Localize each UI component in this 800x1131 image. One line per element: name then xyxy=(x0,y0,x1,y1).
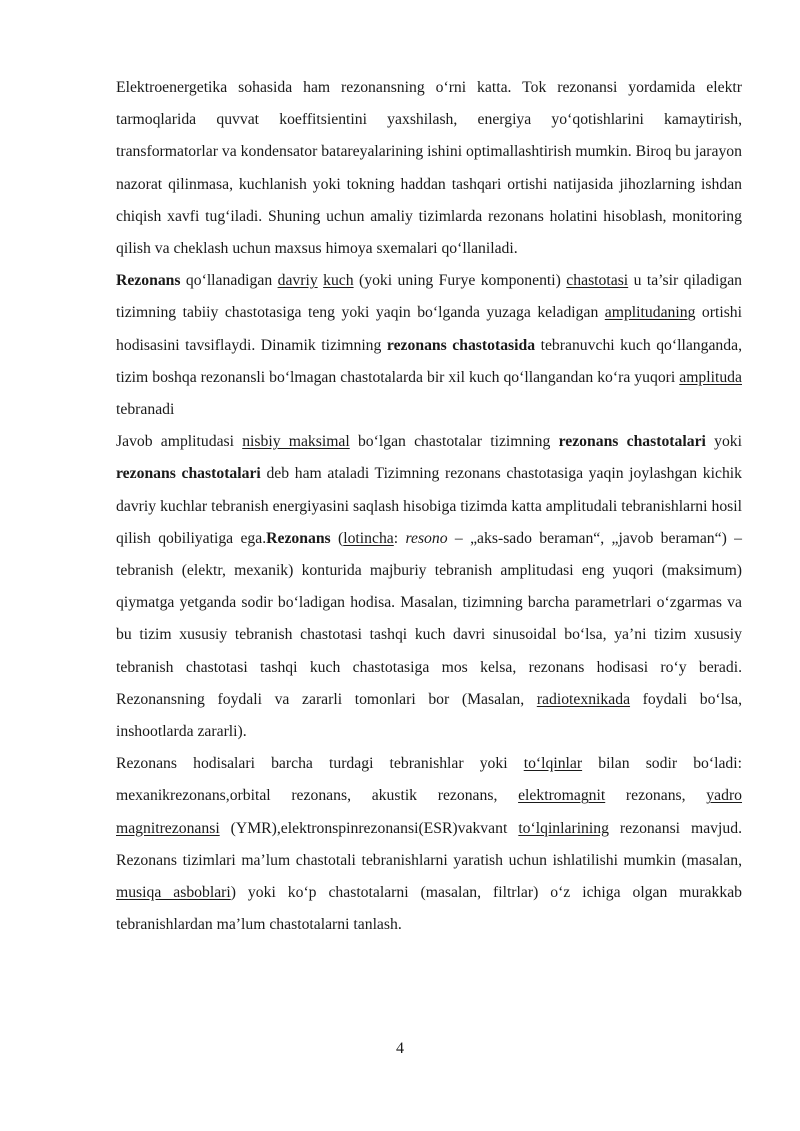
link-tolqinlarining[interactable]: to‘lqinlarining xyxy=(518,819,609,837)
term-rezonans-chastotasida: rezonans chastotasida xyxy=(386,336,536,354)
paragraph-power-engineering: Elektroenergetika sohasida ham rezonansning o‘rni katta. Tok rezonansi yordamida elektr tarmoqlarida quvvat koeffitsientini yaxshilash, energiya yo‘qotishlarini kamaytirish, transformatorlar va kondensator batareyalarining ishini optimallashtirish mumkin. Biroq bu jarayon nazorat qilinmasa, kuchlanish yoki tokning haddan tashqari ortishi natijasida jihozlarning ishdan chiqish xavfi tug‘iladi. Shuning uchun amaliy tizimlarda rezonans holatini hisoblash, monitoring qilish va cheklash uchun maxsus himoya sxemalari qo‘llaniladi. xyxy=(116,79,742,258)
link-chastotasi[interactable]: chastotasi xyxy=(566,272,629,290)
link-musiqa-asboblari[interactable]: musiqa asboblari xyxy=(116,884,231,902)
link-tolqinlar[interactable]: to‘lqinlar xyxy=(523,755,583,773)
term-rezonans-chastotalari-2: rezonans chastotalari xyxy=(116,465,261,483)
paragraph-resonance-definition: Rezonans qo‘llanadigan davriy kuch (yoki uning Furye komponenti) chastotasi u ta’sir qiladigan tizimning tabiiy chastotasiga teng yoki yaqin bo‘lganda yuzaga keladigan amplitudaning ortishi hodisasini tavsiflaydi. Dinamik tizimning rezonans chastotasida tebranuvchi kuch qo‘llanganda, tizim boshqa rezonansli bo‘lmagan chastotalarda bir xil kuch qo‘llangandan ko‘ra yuqori amplituda tebranadi xyxy=(116,272,743,419)
term-rezonans: Rezonans xyxy=(116,272,181,290)
document-body xyxy=(116,72,742,941)
link-lotincha[interactable]: lotincha xyxy=(343,529,394,547)
paragraph-resonance-types: Rezonans hodisalari barcha turdagi tebranishlar yoki to‘lqinlar bilan sodir bo‘ladi: mexanikrezonans,orbital rezonans, akustik rezonans, elektromagnit rezonans, yadro magnitrezonansi (YMR),elektronspinrezonansi(ESR)vakvant to‘lqinlarining rezonansi mavjud. Rezonans tizimlari ma’lum chastotali tebranishlarni yaratish uchun ishlatilishi mumkin (masalan, musiqa asboblari) yoki ko‘p chastotalarni (masalan, filtrlar) o‘z ichiga olgan murakkab tebranishlardan ma’lum chastotalarni tanlash. xyxy=(116,755,743,934)
link-amplitudaning[interactable]: amplitudaning xyxy=(604,304,696,322)
link-nisbiy-maksimal[interactable]: nisbiy maksimal xyxy=(242,433,350,451)
page-number: 4 xyxy=(396,1040,404,1057)
term-rezonans-chastotalari-1: rezonans chastotalari xyxy=(558,433,706,451)
link-amplituda[interactable]: amplituda xyxy=(679,368,742,386)
term-rezonans-2: Rezonans xyxy=(266,529,331,547)
link-kuch[interactable]: kuch xyxy=(323,272,354,290)
link-davriy[interactable]: davriy xyxy=(277,272,318,290)
paragraph-resonance-frequencies: Javob amplitudasi nisbiy maksimal bo‘lgan chastotalar tizimning rezonans chastotalari yoki rezonans chastotalari deb ham ataladi Tizimning rezonans chastotasiga yaqin joylashgan kichik davriy kuchlar tebranish energiyasini saqlash hisobiga tizimda katta amplitudali tebranishlarni hosil qilish qobiliyatiga ega.Rezonans (lotincha: resono – „aks-sado beraman“, „javob beraman“) – tebranish (elektr, mexanik) konturida majburiy tebranish amplitudasi eng yuqori (maksimum) qiymatga yetganda sodir bo‘ladigan hodisa. Masalan, tizimning barcha parametrlari o‘zgarmas va bu tizim xususiy tebranish chastotasi tashqi kuch davri sinusoidal bo‘lsa, ya’ni tizim xususiy tebranish chastotasi tashqi kuch chastotasiga mos kelsa, rezonans hodisasi ro‘y beradi. Rezonansning foydali va zararli tomonlari bor (Masalan, radiotexnikada foydali bo‘lsa, inshootlarda zararli). xyxy=(116,433,743,741)
link-radiotexnikada[interactable]: radiotexnikada xyxy=(536,690,631,708)
term-resono: resono xyxy=(405,529,448,547)
link-elektromagnit[interactable]: elektromagnit xyxy=(518,787,606,805)
link-yadro-magnitrezonansi[interactable]: yadro magnitrezonansi xyxy=(116,787,743,837)
